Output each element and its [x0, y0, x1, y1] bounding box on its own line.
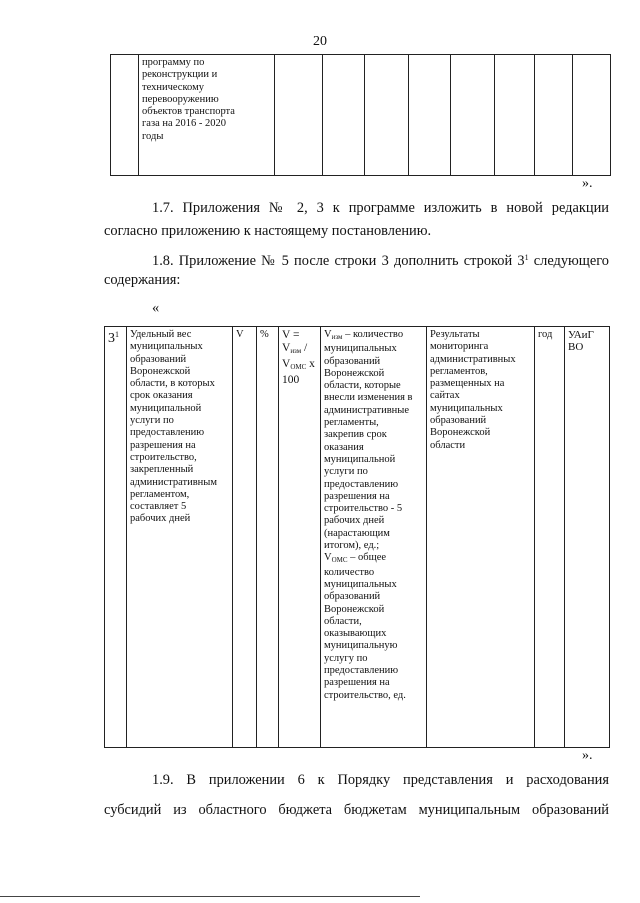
description-line: техническому — [142, 81, 204, 93]
source-line: муниципальных — [430, 402, 503, 414]
definition-line: оказывающих — [324, 628, 387, 640]
definition-line: разрешения на — [324, 677, 390, 689]
source-line: размещенных на — [430, 378, 505, 390]
formula-line: V = — [282, 329, 300, 341]
definition-line: количество — [324, 566, 375, 578]
definition-line: регламенты, — [324, 417, 379, 429]
definition-line: образований — [324, 355, 381, 367]
formula-v: V — [282, 358, 291, 370]
definition-line: строительство - 5 — [324, 503, 403, 515]
definition-line: муниципальных — [324, 343, 397, 355]
empty-cell — [451, 55, 495, 176]
paragraph-1-9-line2: субсидий из областного бюджета бюджетам муниципальным образований — [104, 802, 609, 818]
indicator-line: услуги по — [130, 415, 174, 427]
source-line: области — [430, 439, 466, 451]
def-v: V — [324, 552, 332, 564]
def-sub: ОМС — [331, 556, 348, 565]
footer-rule — [0, 896, 420, 897]
paragraph-1-7-line2: согласно приложению к настоящему постановлению. — [104, 223, 432, 239]
paragraph-1-7-line1: 1.7. Приложения № 2, 3 к программе изложить в новой редакции — [152, 200, 609, 216]
definition-line: муниципальной — [324, 453, 396, 465]
formula-line — [282, 358, 317, 374]
def-sub: изм — [331, 333, 343, 341]
source-line: сайтах — [430, 390, 460, 402]
formula-line: 100 — [282, 374, 300, 386]
definition-line: области, — [324, 615, 362, 627]
paragraph-1-8-text: 1.8. Приложение № 5 после строки 3 дополнить строкой 3 — [152, 253, 525, 269]
symbol-cell: V — [233, 327, 257, 748]
paragraph-1-8-text-end: следующего — [528, 253, 609, 269]
def-text: – количество — [342, 329, 404, 340]
definition-line: оказания — [324, 441, 364, 453]
definition-line: разрешения на — [324, 490, 390, 502]
formula-sub: изм — [290, 347, 302, 355]
indicator-line: муниципальных — [130, 341, 203, 353]
definition-line: внесли изменения в — [324, 392, 413, 404]
description-line: годы — [142, 130, 164, 142]
definition-block — [324, 343, 423, 552]
page-number: 20 — [313, 34, 327, 49]
def-v: V — [324, 329, 332, 340]
formula-v: V — [282, 342, 291, 354]
paragraph-1-8-line1 — [104, 247, 609, 272]
formula-sub: ОМС — [290, 363, 307, 371]
definition-line: муниципальных — [324, 578, 397, 590]
empty-cell — [409, 55, 451, 176]
source-line: Результаты — [430, 329, 480, 340]
description-line: объектов транспорта — [142, 106, 235, 118]
definition-line — [324, 329, 423, 343]
source-line: Воронежской — [430, 427, 491, 439]
definitions-cell — [321, 327, 427, 748]
definition-line: (нарастающим — [324, 527, 390, 539]
source-cell — [427, 327, 535, 748]
definition-line: Воронежской — [324, 603, 385, 615]
indicator-line: Воронежской — [130, 365, 191, 377]
indicator-line: разрешения на — [130, 439, 196, 451]
definition-line: муниципальную — [324, 640, 398, 652]
empty-cell — [573, 55, 611, 176]
definition-line: административные — [324, 404, 410, 416]
empty-cell — [323, 55, 365, 176]
indicator-line: административным — [130, 476, 218, 488]
empty-cell — [495, 55, 535, 176]
indicator-cell — [127, 327, 233, 748]
definition-line — [324, 552, 423, 566]
definition-line: итогом), ед.; — [324, 540, 380, 552]
formula-cell — [279, 327, 321, 748]
responsible-cell — [565, 327, 610, 748]
indicator-line: муниципальной — [130, 402, 202, 414]
table-row — [105, 327, 610, 748]
superscript: 1 — [524, 253, 529, 262]
description-line: программу по — [142, 57, 205, 68]
definition-block — [324, 567, 423, 702]
responsible-line: ВО — [568, 341, 584, 354]
definition-line: образований — [324, 591, 381, 603]
definition-line: предоставлению — [324, 665, 399, 677]
description-line: газа на 2016 - 2020 — [142, 118, 227, 130]
source-line: регламентов, — [430, 365, 488, 377]
definition-line: предоставлению — [324, 478, 399, 490]
indicator-line: закрепленный — [130, 464, 194, 476]
opening-quote: « — [152, 300, 160, 316]
indicator-line: строительство, — [130, 451, 197, 463]
formula-times: x — [306, 358, 315, 370]
definition-line: услуги по — [324, 466, 368, 478]
definition-line: рабочих дней — [324, 515, 385, 527]
empty-cell — [535, 55, 573, 176]
definition-line: Воронежской — [324, 367, 385, 379]
row-number-cell — [105, 327, 127, 748]
indicator-line: предоставлению — [130, 427, 205, 439]
source-line: образований — [430, 415, 487, 427]
definition-line: услугу по — [324, 652, 368, 664]
formula-slash: / — [301, 342, 308, 354]
paragraph-1-9-line1: 1.9. В приложении 6 к Порядку представления и расходования — [152, 772, 609, 788]
source-line: мониторинга — [430, 341, 489, 353]
definition-line: области, которые — [324, 380, 401, 392]
definition-line: закрепив срок — [324, 429, 387, 441]
indicator-line: рабочих дней — [130, 513, 191, 525]
closing-quote: ». — [582, 748, 593, 763]
indicator-table — [104, 326, 610, 748]
indicator-line: составляет 5 — [130, 501, 187, 513]
definition-line: строительство, ед. — [324, 689, 406, 701]
formula-line — [282, 342, 317, 358]
row-number-cell — [111, 55, 139, 176]
closing-quote: ». — [582, 176, 593, 191]
indicator-line: области, в которых — [130, 378, 215, 390]
description-line: перевооружению — [142, 93, 219, 105]
indicator-line: срок оказания — [130, 390, 193, 402]
indicator-line: Удельный вес — [130, 329, 192, 340]
indicator-line: регламентом, — [130, 488, 190, 500]
row-number-superscript: 1 — [115, 330, 119, 339]
empty-cell — [365, 55, 409, 176]
period-cell: год — [535, 327, 565, 748]
paragraph-1-8-line2: содержания: — [104, 272, 181, 288]
table-row — [111, 55, 611, 176]
continued-table — [110, 54, 611, 176]
empty-cell — [275, 55, 323, 176]
row-number: 3 — [108, 331, 115, 346]
unit-cell: % — [257, 327, 279, 748]
source-line: административных — [430, 353, 516, 365]
description-line: реконструкции и — [142, 69, 218, 81]
description-cell — [139, 55, 275, 176]
responsible-line: УАиГ — [568, 329, 594, 341]
def-text: – общее — [347, 552, 387, 564]
indicator-line: образований — [130, 353, 187, 365]
